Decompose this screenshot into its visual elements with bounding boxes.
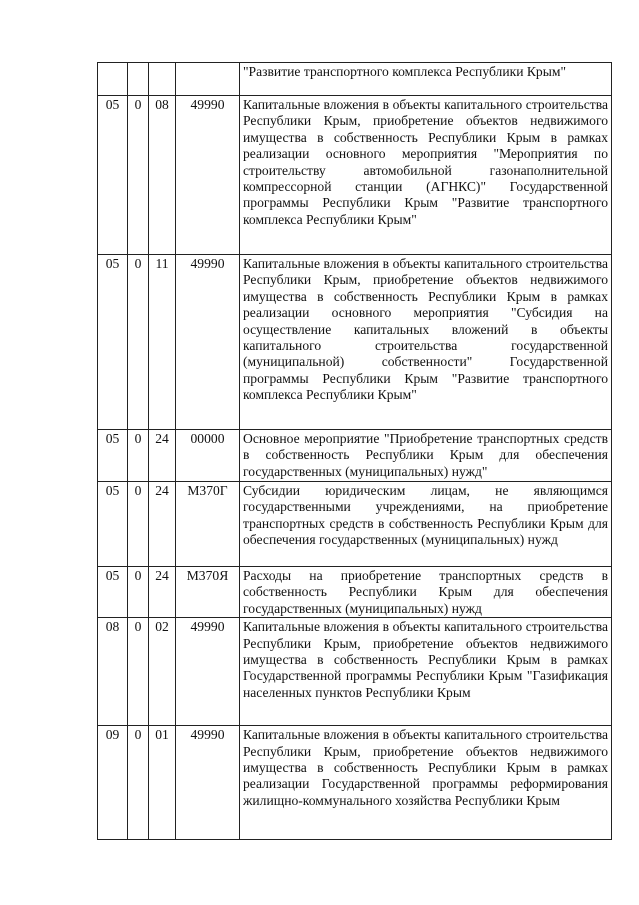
measure-code-cell: 08 bbox=[149, 96, 176, 255]
description-cell: Расходы на приобретение транспортных средств в собственность Республики Крым для обеспечения государственных (муниципальных) нужд bbox=[240, 567, 612, 618]
description-cell: "Развитие транспортного комплекса Республики Крым" bbox=[240, 63, 612, 96]
table-row bbox=[98, 726, 612, 840]
measure-code-cell: 11 bbox=[149, 255, 176, 430]
direction-code-cell bbox=[176, 63, 240, 96]
budget-classification-table bbox=[97, 62, 612, 840]
subprogram-code-cell: 0 bbox=[128, 567, 149, 618]
subprogram-code-cell: 0 bbox=[128, 618, 149, 726]
subprogram-code-cell: 0 bbox=[128, 255, 149, 430]
measure-code-cell: 02 bbox=[149, 618, 176, 726]
description-cell: Капитальные вложения в объекты капитального строительства Республики Крым, приобретение объектов недвижимого имущества в собственность Республики Крым в рамках реализации основного мероприятия "Мероприятия по строительству автомобильной газонаполнительной компрессорной станции (АГНКС)" Государственной программы Республики Крым "Развитие транспортного комплекса Республики Крым" bbox=[240, 96, 612, 255]
subprogram-code-cell bbox=[128, 63, 149, 96]
program-code-cell: 08 bbox=[98, 618, 128, 726]
program-code-cell: 05 bbox=[98, 482, 128, 567]
measure-code-cell bbox=[149, 63, 176, 96]
description-cell: Субсидии юридическим лицам, не являющимся государственными учреждениями, на приобретение транспортных средств в собственность Республики Крым для обеспечения государственных (муниципальных) нужд bbox=[240, 482, 612, 567]
table-row bbox=[98, 430, 612, 482]
measure-code-cell: 01 bbox=[149, 726, 176, 840]
direction-code-cell: 49990 bbox=[176, 726, 240, 840]
measure-code-cell: 24 bbox=[149, 567, 176, 618]
subprogram-code-cell: 0 bbox=[128, 482, 149, 567]
measure-code-cell: 24 bbox=[149, 430, 176, 482]
description-cell: Основное мероприятие "Приобретение транспортных средств в собственность Республики Крым для обеспечения государственных (муниципальных) нужд" bbox=[240, 430, 612, 482]
program-code-cell: 05 bbox=[98, 567, 128, 618]
direction-code-cell: 49990 bbox=[176, 618, 240, 726]
description-cell: Капитальные вложения в объекты капитального строительства Республики Крым, приобретение объектов недвижимого имущества в собственность Республики Крым в рамках Государственной программы Республики Крым "Газификация населенных пунктов Республики Крым bbox=[240, 618, 612, 726]
program-code-cell: 05 bbox=[98, 96, 128, 255]
direction-code-cell: 49990 bbox=[176, 255, 240, 430]
description-cell: Капитальные вложения в объекты капитального строительства Республики Крым, приобретение объектов недвижимого имущества в собственность Республики Крым в рамках реализации основного мероприятия "Субсидия на осуществление капитальных вложений в объекты капитального строительства государственной (муниципальной) собственности" Государственной программы Республики Крым "Развитие транспортного комплекса Республики Крым" bbox=[240, 255, 612, 430]
program-code-cell: 05 bbox=[98, 255, 128, 430]
program-code-cell: 05 bbox=[98, 430, 128, 482]
measure-code-cell: 24 bbox=[149, 482, 176, 567]
table-row bbox=[98, 618, 612, 726]
subprogram-code-cell: 0 bbox=[128, 726, 149, 840]
direction-code-cell: 49990 bbox=[176, 96, 240, 255]
table-row bbox=[98, 96, 612, 255]
direction-code-cell: 00000 bbox=[176, 430, 240, 482]
table-row bbox=[98, 255, 612, 430]
table-row bbox=[98, 482, 612, 567]
table-row bbox=[98, 63, 612, 96]
program-code-cell: 09 bbox=[98, 726, 128, 840]
direction-code-cell: М370Я bbox=[176, 567, 240, 618]
program-code-cell bbox=[98, 63, 128, 96]
subprogram-code-cell: 0 bbox=[128, 96, 149, 255]
direction-code-cell: М370Г bbox=[176, 482, 240, 567]
subprogram-code-cell: 0 bbox=[128, 430, 149, 482]
table-row bbox=[98, 567, 612, 618]
description-cell: Капитальные вложения в объекты капитального строительства Республики Крым, приобретение объектов недвижимого имущества в собственность Республики Крым в рамках реализации Государственной программы реформирования жилищно-коммунального хозяйства Республики Крым bbox=[240, 726, 612, 840]
